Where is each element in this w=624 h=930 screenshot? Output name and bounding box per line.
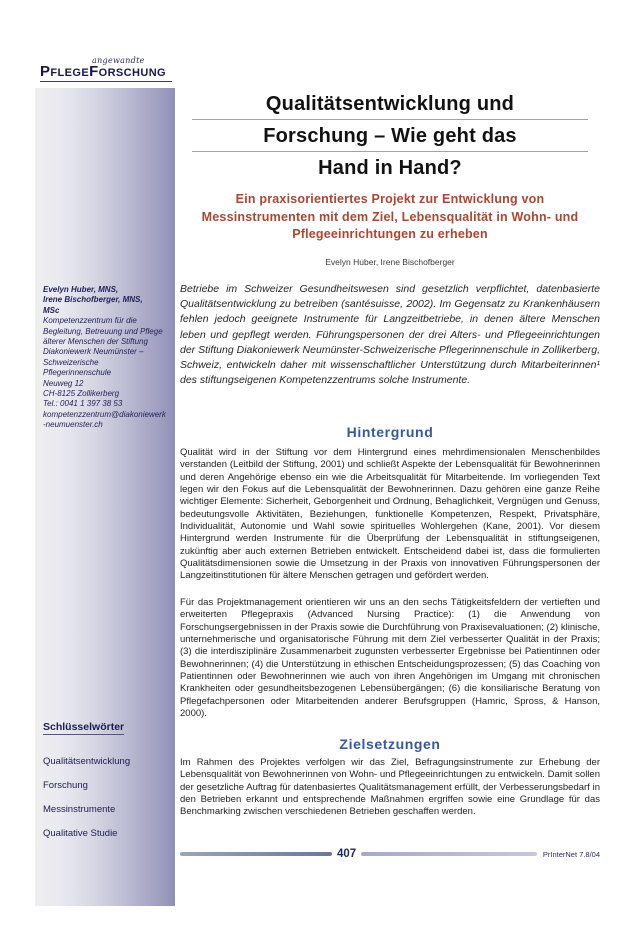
abstract-paragraph: Betriebe im Schweizer Gesundheitswesen sind gesetzlich verpflichtet, datenbasierte Qualitätsentwicklung zu betreiben (santésuisse, 2002). Im Gegensatz zu Krankenhäusern fehlen jedoch geeignete Instrumente für Langzeitbetriebe, in denen ältere Menschen leben und gepflegt werden. Führungspersonen der drei Alters- und Pflegeeinrichtungen der Stiftung Diakoniewerk Neumünster-Schweizerische Pflegerinnenschule in Zollikerberg, Schweiz, entwickeln daher mit wissenschaftlicher Unterstützung durch Mitarbeiterinnen¹ des stiftungseigenen Kompetenzzentrums solche Instrumente. (180, 283, 601, 387)
body-paragraph: Für das Projektmanagement orientieren wir uns an den sechs Tätigkeitsfeldern der vertieften und erweiterten Pflegepraxis (Advanced Nursing Practice): (1) die Anwendung von Forschungsergebnissen in der Praxis sowie die Durchführung von Praxisevaluationen; (2) klinische, unternehmerische und organisatorische Führung mit dem Ziel verbesserter Qualität in der Praxis; (3) die interdisziplinäre Zusammenarbeit zugunsten verbesserter Ergebnisse bei Patientinnen oder Bewohnerinnen; (4) die Unterstützung in ethischen Entscheidungsprozessen; (5) das Coaching von Patientinnen oder Bewohnerinnen wie auch von ihren Angehörigen im Umgang mit chronischen Krankheiten oder gesundheitsbezogenen Lebensübergängen; (6) die konsiliarische Beratung von Pflegefachpersonen oder Mitarbeitenden anderer Berufsgruppen (Hamric, Spross, & Hanson, 2000). (180, 597, 600, 720)
author-name-line: Evelyn Huber, MNS, (43, 285, 119, 294)
title-line: Forschung – Wie geht das (192, 122, 588, 152)
keyword-item: Qualitative Studie (43, 828, 118, 839)
page-footer (180, 846, 600, 862)
article-title (180, 90, 600, 185)
email-address: kompetenzzentrum@diakoniewerk-neumuenster.ch (43, 409, 166, 430)
title-line: Qualitätsentwicklung und (192, 90, 588, 120)
masthead-kicker: angewandte (92, 56, 145, 65)
keywords-heading: Schlüsselwörter (43, 721, 125, 733)
section-heading-zielsetzungen: Zielsetzungen (339, 736, 441, 752)
address-city: CH-8125 Zollikerberg (43, 389, 120, 399)
byline: Evelyn Huber, Irene Bischofberger (325, 257, 455, 267)
keywords-list (43, 756, 130, 852)
page-number: 407 (337, 848, 357, 860)
affiliation-text: Kompetenzzentrum für die Begleitung, Betreuung und Pflege älterer Menschen der Stiftung Diakoniewerk Neumünster – Schweizerische Pflegerinnenschule (43, 316, 163, 378)
body-paragraph: Im Rahmen des Projektes verfolgen wir das Ziel, Befragungsinstrumente zur Erhebung der Lebensqualität von Bewohnerinnen von Wohn- und Pflegeeinrichtungen zu entwickeln. Damit sollen der gesetzliche Auftrag für datenbasiertes Qualitätsmanagement erfüllt, der Verbesserungsbedarf in den Betrieben erkannt und entsprechende Maßnahmen ergriffen sowie eine Grundlage für das Benchmarking zwischen verschiedenen Betrieben geschaffen werden. (180, 757, 600, 818)
section-heading-hintergrund: Hintergrund (346, 424, 434, 440)
article-subtitle: Ein praxisorientiertes Projekt zur Entwicklung von Messinstrumenten mit dem Ziel, Lebensqualität in Wohn- und Pflegeeinrichtungen zu erheben (201, 192, 579, 241)
keyword-item: Forschung (43, 780, 88, 791)
author-name-line: MSc (43, 305, 60, 315)
phone-number: Tel.: 0041 1 397 38 53 (43, 399, 123, 409)
masthead-title: PflegeForschung (40, 63, 172, 82)
address-street: Neuweg 12 (43, 378, 84, 388)
author-contact-block (43, 285, 167, 431)
body-paragraph: Qualität wird in der Stiftung vor dem Hintergrund eines mehrdimensionalen Menschenbildes verstanden (Leitbild der Stiftung, 2001) und schließt Aspekte der Lebensqualität für Bewohnerinnen und deren Angehörige ebenso ein wie die Arbeitsqualität für Mitarbeitende. Im vorliegenden Text legen wir den Fokus auf die Lebensqualität der Bewohnerinnen. Dazu gehören eine ganze Reihe wichtiger Elemente: Sicherheit, Geborgenheit und Ordnung, Behaglichkeit, Vergnügen und Genuss, bedeutungsvolle Aktivitäten, Beziehungen, funktionelle Kompetenzen, Respekt, Privatsphäre, Individualität, Autonomie und Wahl sowie spirituelles Wohlergehen (Kane, 2001). Vor diesem Hintergrund werden Instrumente für die Überprüfung der Lebensqualität in stiftungseigenen, zukünftig aber auch externen Betrieben entwickelt. Entscheidend dabei ist, dass die formulierten Qualitätsdimensionen sowie die Umsetzung in der Praxis von innovativen Führungspersonen der Langzeitinstitutionen für ältere Menschen getragen und gefördert werden. (180, 447, 600, 582)
keyword-item: Qualitätsentwicklung (43, 756, 131, 767)
author-name-line: Irene Bischofberger, MNS, (43, 295, 143, 305)
footer-rule-right (361, 852, 537, 856)
sidebar-gradient-bar (35, 88, 175, 906)
title-line: Hand in Hand? (318, 157, 462, 179)
keyword-item: Messinstrumente (43, 804, 116, 815)
journal-issue-label: PrInterNet 7.8/04 (542, 849, 600, 859)
footer-rule-left (180, 852, 332, 856)
